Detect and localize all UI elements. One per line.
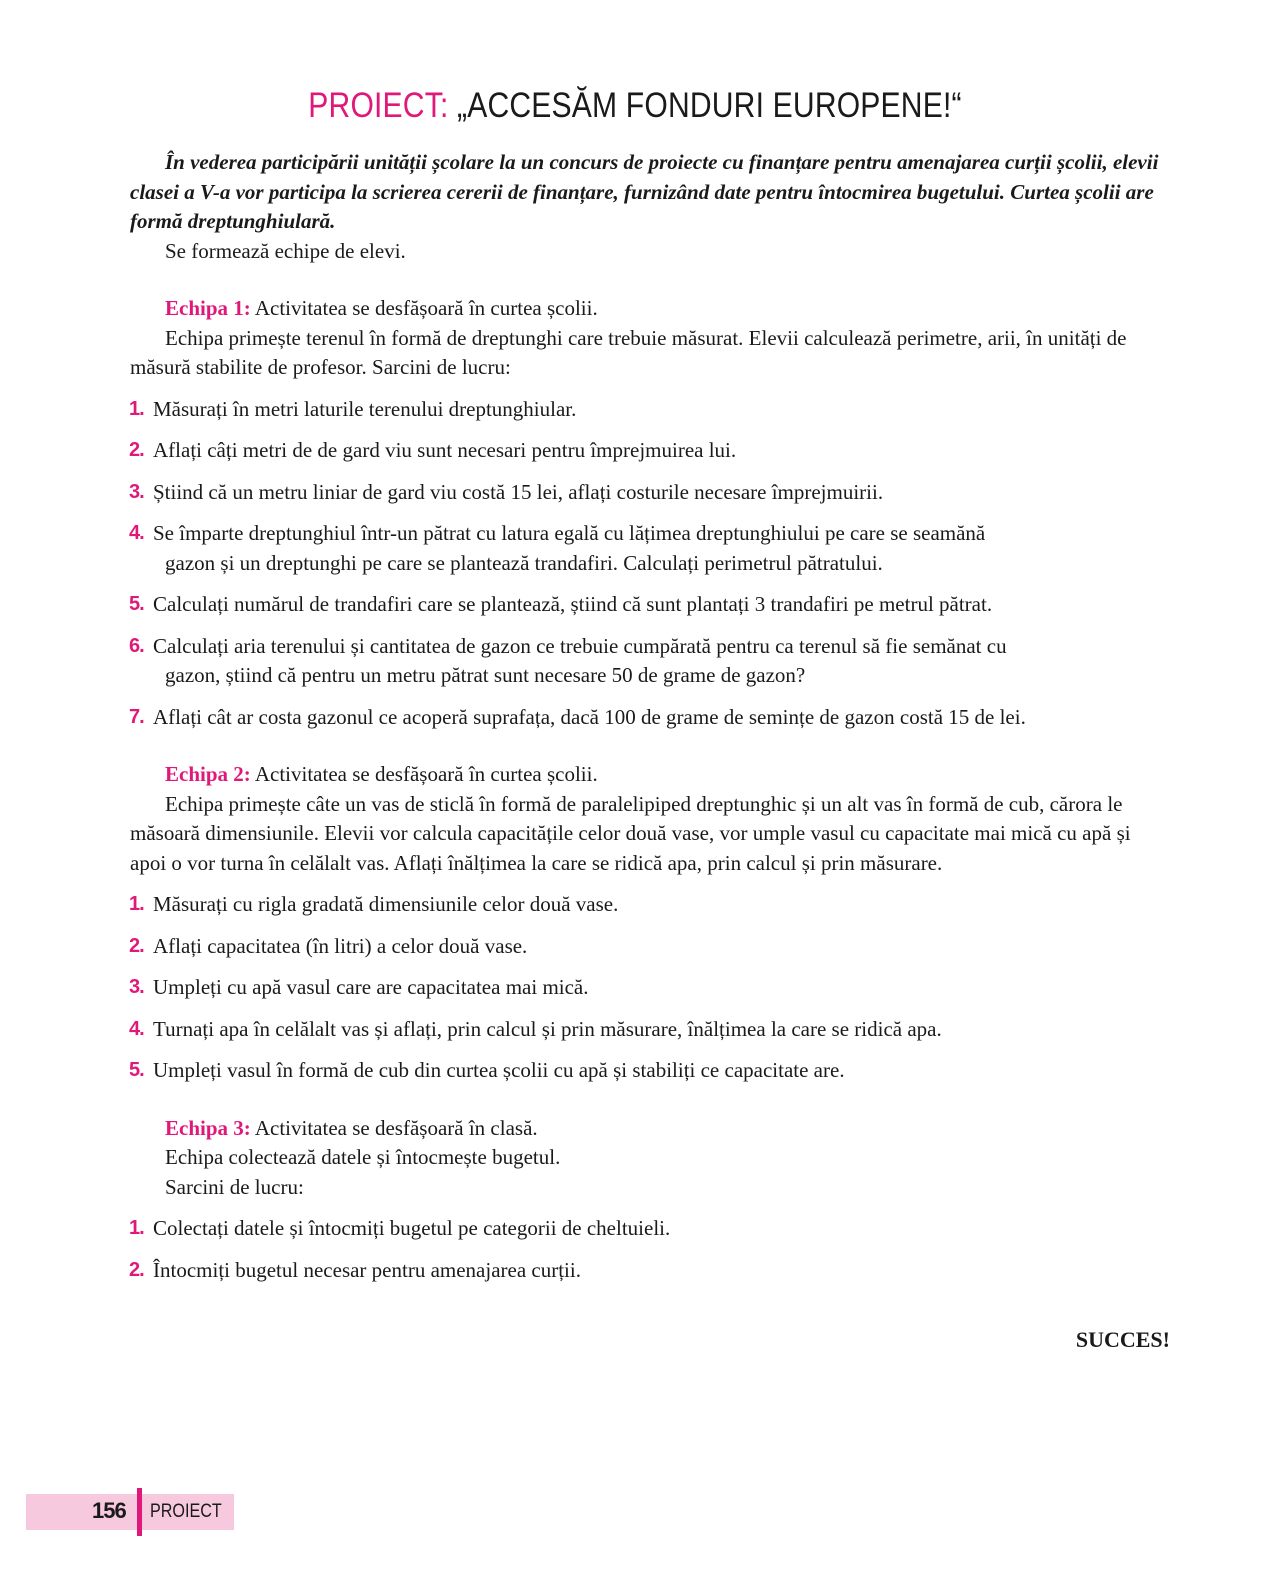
task-number: 5. [129, 593, 144, 615]
team-1-heading [130, 294, 1170, 324]
team-2-task-3 [130, 973, 1170, 1003]
task-text: Aflați cât ar costa gazonul ce acoperă suprafața, dacă 100 de grame de semințe de gazon costă 15 de lei. [153, 704, 1026, 729]
team-2-heading [130, 760, 1170, 790]
task-number: 2. [129, 1258, 144, 1281]
task-number: 3. [129, 976, 144, 998]
task-number: 2. [129, 934, 144, 957]
team-1-task-2 [130, 436, 1170, 466]
team-1-task-5 [130, 590, 1170, 620]
task-number: 3. [129, 480, 144, 503]
team-2-description: Echipa primește câte un vas de sticlă în formă de paralelipiped dreptunghic și un alt vas în formă de cub, cărora le măsoară dimensiunile. Elevii vor calcula capacitățile celor două vase, vor umple vasul cu capacitate mai mică cu apă și apoi o vor turna în celălalt vas. Aflați înălțimea la care se ridică apa, prin calcul și prin măsurare. [130, 791, 1131, 875]
team-3-line-3: Sarcini de lucru: [165, 1174, 304, 1199]
task-text: Întocmiți bugetul necesar pentru amenajarea curții. [153, 1257, 581, 1282]
team-2-task-4 [130, 1015, 1170, 1045]
team-1-task-4 [130, 519, 1170, 578]
team-1-section [130, 294, 1170, 732]
team-3-label: Echipa 3: [165, 1115, 251, 1140]
team-1-label: Echipa 1: [165, 296, 251, 320]
page-title [89, 86, 1181, 126]
intro-teams-line: Se formează echipe de elevi. [165, 238, 406, 263]
task-text: Măsurați cu rigla gradată dimensiunile celor două vase. [153, 892, 619, 916]
team-3-line-2: Echipa colectează datele și întocmește bugetul. [165, 1145, 561, 1169]
task-text-continuation: gazon și un dreptunghi pe care se plantează trandafiri. Calculați perimetrul pătratului. [165, 550, 883, 575]
task-number: 1. [129, 1217, 144, 1239]
task-text-continuation: gazon, știind că pentru un metru pătrat sunt necesare 50 de grame de gazon? [165, 663, 806, 687]
team-3-section [130, 1114, 1170, 1286]
team-1-activity: Activitatea se desfășoară în curtea școlii. [250, 296, 598, 320]
task-number: 7. [129, 705, 144, 728]
team-2-task-5 [130, 1056, 1170, 1086]
page-footer [26, 1494, 234, 1530]
task-number: 2. [129, 439, 144, 461]
task-text: Aflați câți metri de de gard viu sunt necesari pentru împrejmuirea lui. [153, 438, 737, 462]
team-2-task-1 [130, 890, 1170, 920]
footer-label: PROIECT [150, 1501, 222, 1522]
task-number: 5. [129, 1059, 144, 1081]
task-text: Se împarte dreptunghiul într-un pătrat cu latura egală cu lățimea dreptunghiului pe care se seamănă [153, 521, 986, 545]
team-1-task-3 [130, 478, 1170, 508]
task-text: Umpleți cu apă vasul care are capacitatea mai mică. [153, 975, 589, 999]
team-1-task-6 [130, 632, 1170, 691]
task-text: Știind că un metru liniar de gard viu costă 15 lei, aflați costurile necesare împrejmuirii. [153, 479, 884, 504]
task-number: 4. [129, 522, 144, 544]
team-2-label: Echipa 2: [165, 762, 251, 786]
team-2-activity: Activitatea se desfășoară în curtea școlii. [250, 762, 598, 786]
team-2-section [130, 760, 1170, 1086]
closing-text: SUCCES! [1075, 1327, 1170, 1352]
page-number: 156 [92, 1498, 126, 1523]
title-main: „ACCESĂM FONDURI EUROPENE!“ [457, 86, 962, 125]
task-text: Calculați numărul de trandafiri care se plantează, știind că sunt plantați 3 trandafiri pe metrul pătrat. [153, 592, 993, 616]
task-text: Măsurați în metri laturile terenului dreptunghiular. [153, 396, 577, 421]
task-text: Colectați datele și întocmiți bugetul pe categorii de cheltuieli. [153, 1216, 671, 1240]
task-number: 1. [129, 893, 144, 915]
team-1-task-7 [130, 703, 1170, 733]
team-3-heading [130, 1114, 1170, 1144]
task-text: Umpleți vasul în formă de cub din curtea școlii cu apă și stabiliți ce capacitate are. [153, 1058, 845, 1082]
team-2-task-2 [130, 932, 1170, 962]
task-text: Calculați aria terenului și cantitatea de gazon ce trebuie cumpărată pentru ca terenul să fie semănat cu [153, 633, 1007, 658]
team-1-description: Echipa primește terenul în formă de dreptunghi care trebuie măsurat. Elevii calculează perimetre, arii, în unități de măsură stabilite de profesor. Sarcini de lucru: [130, 325, 1127, 379]
task-text: Turnați apa în celălalt vas și aflați, prin calcul și prin măsurare, înălțimea la care se ridică apa. [153, 1016, 942, 1041]
task-number: 6. [129, 634, 144, 657]
team-3-task-1 [130, 1214, 1170, 1244]
footer-divider [137, 1488, 142, 1536]
team-3-task-2 [130, 1256, 1170, 1286]
task-number: 1. [129, 397, 144, 420]
team-3-activity: Activitatea se desfășoară în clasă. [250, 1115, 538, 1140]
task-text: Aflați capacitatea (în litri) a celor două vase. [153, 933, 528, 958]
intro-paragraph: În vederea participării unității școlare la un concurs de proiecte cu finanțare pentru amenajarea curții școlii, elevii clasei a V-a vor participa la scrierea cererii de finanțare, furnizând date pentru întocmirea bugetului. Curtea școlii are formă dreptunghiulară. [130, 150, 1159, 233]
title-prefix: PROIECT: [308, 86, 449, 125]
team-1-task-1 [130, 395, 1170, 425]
content [130, 148, 1170, 1377]
task-number: 4. [129, 1017, 144, 1040]
